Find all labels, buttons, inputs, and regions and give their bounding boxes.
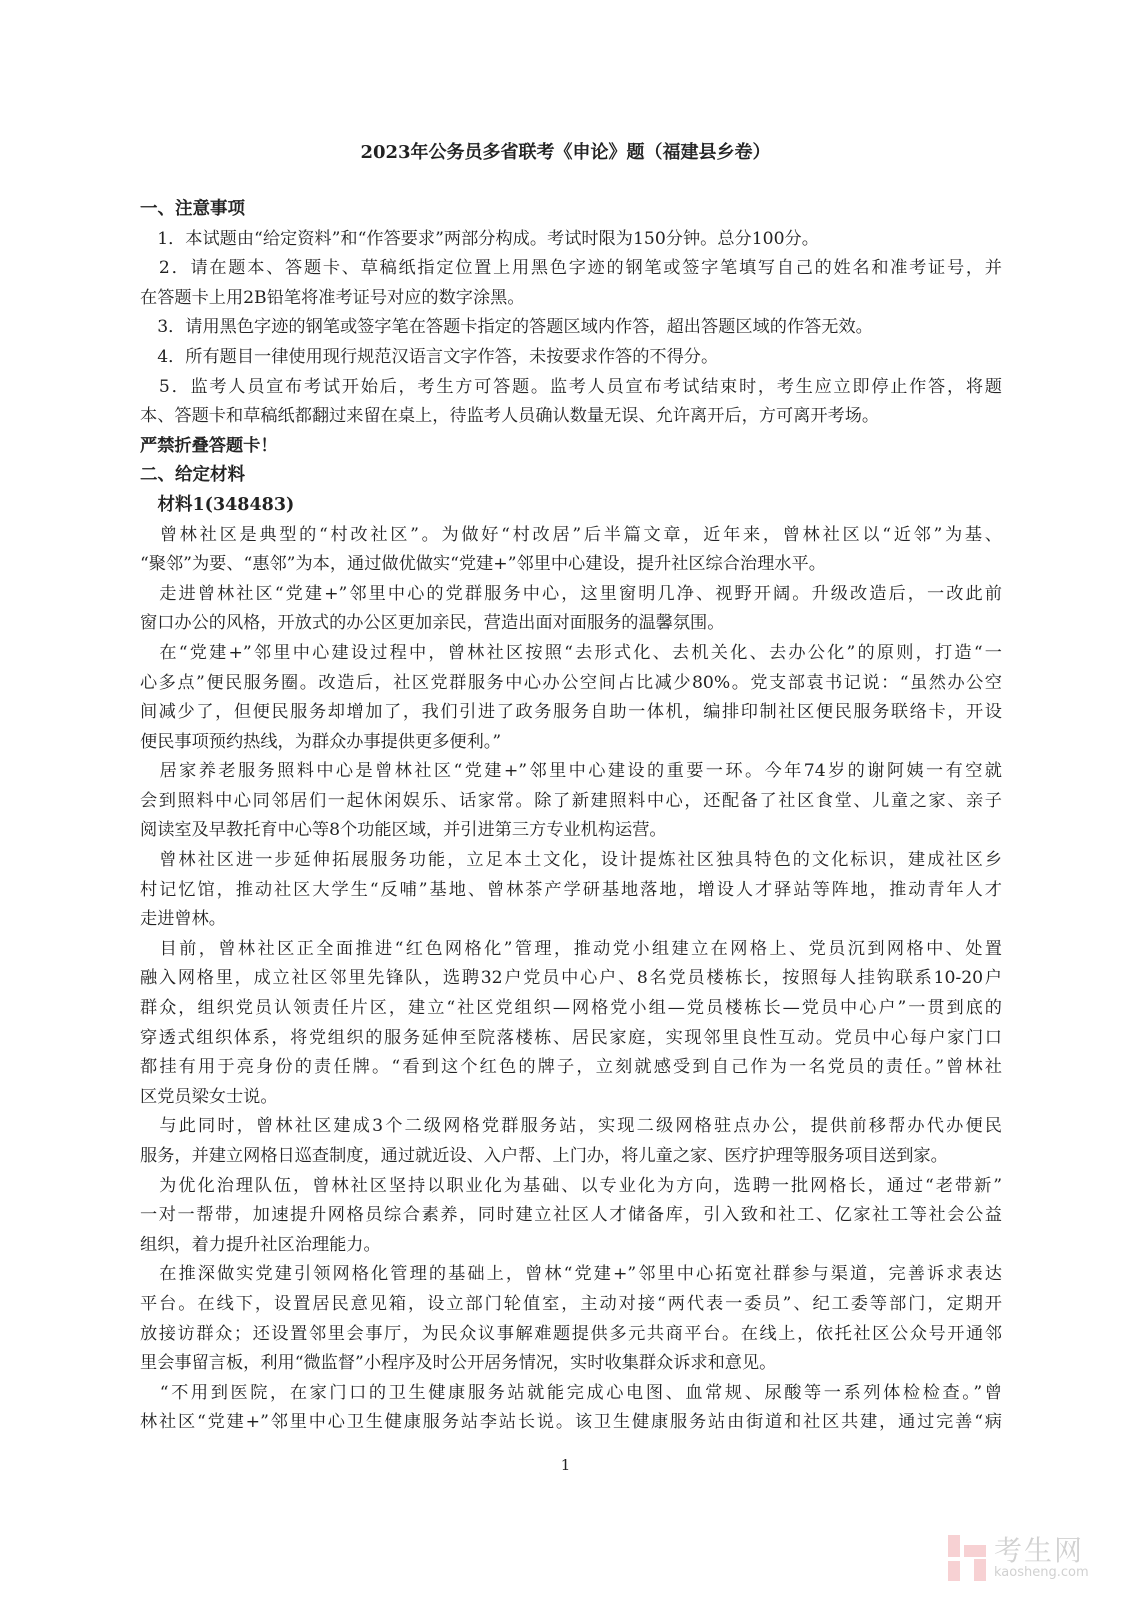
text-line: 村记忆馆，推动社区大学生“反哺”基地、曾林茶产学研基地落地，增设人才驿站等阵地，推动青年人才 <box>140 879 1002 900</box>
text-line: 走进曾林社区“党建+”邻里中心的党群服务中心，这里窗明几净、视野开阔。升级改造后，一改此前 <box>140 583 1002 604</box>
text-line: 曾林社区是典型的“村改社区”。为做好“村改居”后半篇文章，近年来，曾林社区以“近邻”为基、 <box>140 524 1002 545</box>
text-line: 心多点”便民服务圈。改造后，社区党群服务中心办公空间占比减少80%。党支部袁书记说：“虽然办公空 <box>140 672 1002 693</box>
paragraph <box>140 254 1002 313</box>
text-line: 在推深做实党建引领网格化管理的基础上，曾林“党建+”邻里中心拓宽社群参与渠道，完善诉求表达 <box>140 1264 1002 1285</box>
paragraph <box>140 343 1002 373</box>
kaosheng-logo-icon <box>948 1535 986 1581</box>
paragraph <box>140 373 1002 432</box>
text-line: 一对一帮带，加速提升网格员综合素养，同时建立社区人才储备库，引入致和社工、亿家社工等社会公益 <box>140 1205 1002 1226</box>
text-line: 在答题卡上用2B铅笔将准考证号对应的数字涂黑。 <box>140 287 525 308</box>
text-line: 区党员梁女士说。 <box>140 1086 278 1107</box>
text-line: 都挂有用于亮身份的责任牌。“看到这个红色的牌子，立刻就感受到自己作为一名党员的责任。”曾林社 <box>140 1057 1002 1078</box>
text-line: 4．所有题目一律使用现行规范汉语言文字作答，未按要求作答的不得分。 <box>140 346 719 367</box>
paragraph <box>140 580 1002 639</box>
paragraph <box>140 1172 1002 1261</box>
paragraph <box>140 639 1002 757</box>
text-line: 1．本试题由“给定资料”和“作答要求”两部分构成。考试时限为150分钟。总分100分。 <box>140 228 819 249</box>
watermark-cn: 考生网 <box>994 1534 1085 1567</box>
document-title: 2023年公务员多省联考《申论》题（福建县乡卷） <box>360 142 771 163</box>
text-line: 目前，曾林社区正全面推进“红色网格化”管理，推动党小组建立在网格上、党员沉到网格中、处置 <box>140 938 1002 959</box>
text-line: 一、注意事项 <box>140 199 245 219</box>
text-line: 阅读室及早教托育中心等8个功能区域，并引进第三方专业机构运营。 <box>140 820 667 841</box>
text-line: 穿透式组织体系，将党组织的服务延伸至院落楼栋、居民家庭，实现邻里良性互动。党员中心每户家门口 <box>140 1027 1002 1048</box>
text-line: 群众，组织党员认领责任片区，建立“社区党组织—网格党小组—党员楼栋长—党员中心户”一贯到底的 <box>140 998 1002 1019</box>
text-line: 曾林社区进一步延伸拓展服务功能，立足本土文化，设计提炼社区独具特色的文化标识，建成社区乡 <box>140 850 1002 871</box>
text-line: “聚邻”为要、“惠邻”为本，通过做优做实“党建+”邻里中心建设，提升社区综合治理水平。 <box>140 554 826 575</box>
watermark-logo <box>948 1535 1089 1581</box>
section-heading <box>140 491 1002 521</box>
text-line: 组织，着力提升社区治理能力。 <box>140 1234 381 1255</box>
section-heading <box>140 195 1002 225</box>
text-line: 融入网格里，成立社区邻里先锋队，选聘32户党员中心户、8名党员楼栋长，按照每人挂钩联系10-20户 <box>140 968 1002 989</box>
text-line: 严禁折叠答题卡！ <box>140 435 278 456</box>
text-line: 5．监考人员宣布考试开始后，考生方可答题。监考人员宣布考试结束时，考生应立即停止作答，将题 <box>140 376 1002 397</box>
text-line: 林社区“党建+”邻里中心卫生健康服务站李站长说。该卫生健康服务站由街道和社区共建，通过完善“病 <box>140 1412 1002 1433</box>
paragraph <box>140 1112 1002 1171</box>
text-line: 服务，并建立网格日巡查制度，通过就近设、入户帮、上门办，将儿童之家、医疗护理等服务项目送到家。 <box>140 1146 948 1166</box>
text-line: 走进曾林。 <box>140 909 226 930</box>
text-line: 居家养老服务照料中心是曾林社区“党建+”邻里中心建设的重要一环。今年74岁的谢阿姨一有空就 <box>140 761 1002 782</box>
text-line: “不用到医院，在家门口的卫生健康服务站就能完成心电图、血常规、尿酸等一系列体检检查。”曾 <box>140 1382 1002 1403</box>
text-line: 二、给定材料 <box>140 465 245 486</box>
paragraph <box>140 1379 1002 1438</box>
text-line: 会到照料中心同邻居们一起休闲娱乐、话家常。除了新建照料中心，还配备了社区食堂、儿童之家、亲子 <box>140 790 1002 811</box>
paragraph <box>140 521 1002 580</box>
text-line: 材料1(348483) <box>140 494 295 515</box>
watermark-en: kaosheng.com <box>994 1565 1089 1580</box>
text-line: 窗口办公的风格，开放式的办公区更加亲民，营造出面对面服务的温馨氛围。 <box>140 613 725 634</box>
paragraph <box>140 935 1002 1113</box>
text-line: 本、答题卡和草稿纸都翻过来留在桌上，待监考人员确认数量无误、允许离开后，方可离开考场。 <box>140 406 880 427</box>
document-body <box>140 195 1002 1438</box>
paragraph <box>140 1260 1002 1378</box>
text-line: 间减少了，但便民服务却增加了，我们引进了政务服务自助一体机，编排印制社区便民服务联络卡，开设 <box>140 702 1002 723</box>
text-line: 3．请用黑色字迹的钢笔或签字笔在答题卡指定的答题区域内作答，超出答题区域的作答无效。 <box>140 317 873 338</box>
text-line: 2．请在题本、答题卡、草稿纸指定位置上用黑色字迹的钢笔或签字笔填写自己的姓名和准考证号，并 <box>140 258 1002 279</box>
text-line: 里会事留言板，利用“微监督”小程序及时公开居务情况，实时收集群众诉求和意见。 <box>140 1353 777 1374</box>
text-line: 为优化治理队伍，曾林社区坚持以职业化为基础、以专业化为方向，选聘一批网格长，通过“老带新” <box>140 1175 1002 1196</box>
paragraph <box>140 225 1002 255</box>
text-line: 放接访群众；还设置邻里会事厅，为民众议事解难题提供多元共商平台。在线上，依托社区公众号开通邻 <box>140 1323 1002 1344</box>
section-heading <box>140 461 1002 491</box>
text-line: 与此同时，曾林社区建成3个二级网格党群服务站，实现二级网格驻点办公，提供前移帮办代办便民 <box>140 1116 1002 1137</box>
notice-banner <box>140 432 1002 462</box>
text-line: 在“党建+”邻里中心建设过程中，曾林社区按照“去形式化、去机关化、去办公化”的原则，打造“一 <box>140 642 1002 663</box>
text-line: 平台。在线下，设置居民意见箱，设立部门轮值室，主动对接“两代表一委员”、纪工委等部门，定期开 <box>140 1293 1002 1314</box>
text-line: 便民事项预约热线，为群众办事提供更多便利。” <box>140 731 502 752</box>
paragraph <box>140 846 1002 935</box>
paragraph <box>140 313 1002 343</box>
page-number: 1 <box>560 1456 571 1474</box>
paragraph <box>140 757 1002 846</box>
